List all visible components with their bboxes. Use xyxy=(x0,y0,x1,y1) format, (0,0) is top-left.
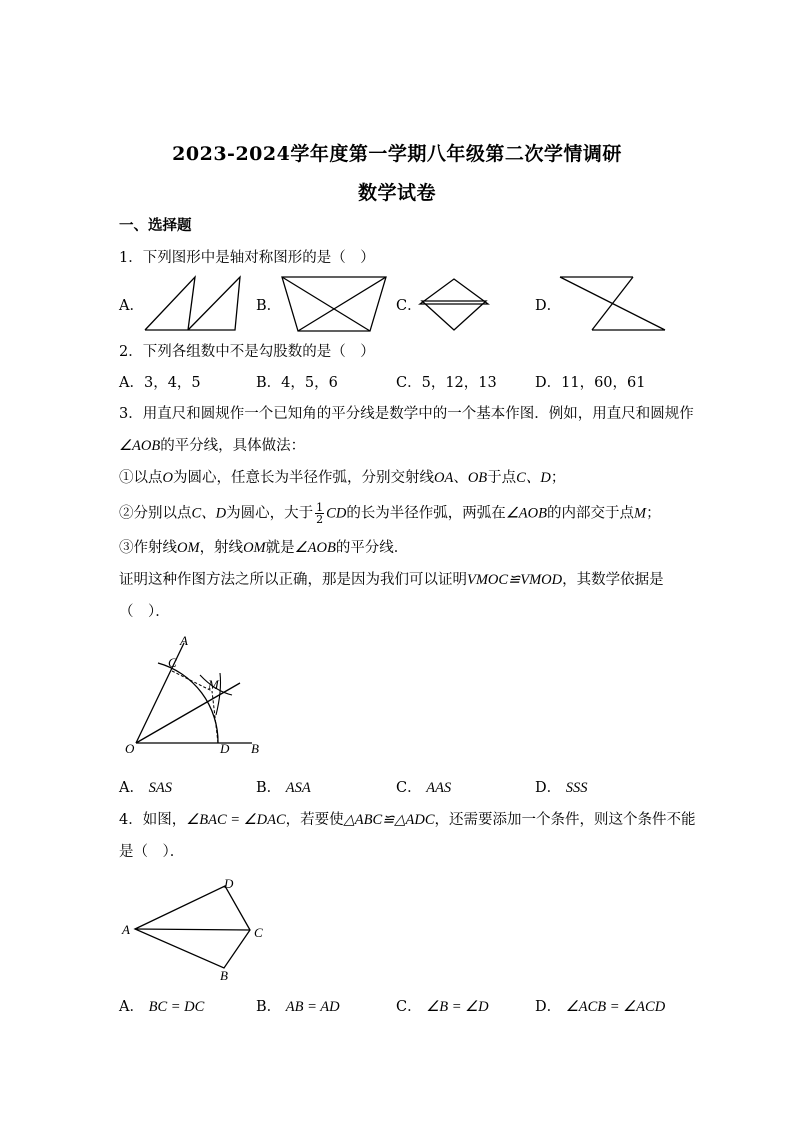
q2-stem: 2．下列各组数中不是勾股数的是（ ） xyxy=(119,344,375,360)
section-heading: 一、选择题 xyxy=(119,217,192,234)
numerator: 1 xyxy=(316,501,324,514)
q3-option-d xyxy=(535,778,588,798)
q1-option-c-label: C． xyxy=(396,298,422,314)
q4-option-b xyxy=(256,997,340,1017)
text: 的长为半径作弧，两弧在 xyxy=(346,505,506,522)
label-a: A xyxy=(122,922,130,937)
q1-option-a-figure xyxy=(140,275,245,335)
text: 为圆心，任意长为半径作弧，分别交射线 xyxy=(172,470,434,486)
text: 为圆心，大于 xyxy=(226,505,314,522)
text: 证明这种作图方法之所以正确，那是因为我们可以证明 xyxy=(119,572,467,588)
option-letter: A． xyxy=(119,999,144,1015)
label-b: B xyxy=(251,741,259,756)
label-d: D xyxy=(224,876,234,891)
q3-line2-text: 的平分线，具体做法： xyxy=(160,438,306,454)
q4-option-d xyxy=(535,997,665,1017)
text: ； xyxy=(646,505,661,522)
text: 4．如图， xyxy=(119,812,187,828)
q3-option-c xyxy=(396,778,451,798)
label-d: D xyxy=(220,741,230,756)
text: ③作射线 xyxy=(119,540,177,556)
triangle-congruence: △ABC≌△ADC xyxy=(343,812,435,828)
angle-aob: ∠AOB xyxy=(505,505,547,522)
label-o: O xyxy=(125,741,135,756)
text: 、 xyxy=(453,470,468,486)
label-c: C xyxy=(254,925,263,940)
ray-ob: OB xyxy=(467,470,488,486)
text: ，还需要添加一个条件，则这个条件不能 xyxy=(434,812,696,828)
option-value: AB = AD xyxy=(285,999,340,1015)
option-value: ∠B = ∠D xyxy=(426,999,489,1015)
option-value: AAS xyxy=(426,780,452,796)
angle-aob: ∠AOB xyxy=(294,540,336,556)
text: ②分别以点 xyxy=(119,505,192,522)
q1-option-d-figure xyxy=(558,275,670,335)
point-o: O xyxy=(162,470,173,486)
q1-option-c-figure xyxy=(418,277,492,333)
label-m: M xyxy=(208,677,219,692)
q3-proof xyxy=(119,570,664,590)
option-letter: B． xyxy=(256,780,282,796)
q1-option-b-label: B． xyxy=(256,298,282,314)
ray-om: OM xyxy=(243,540,266,556)
angle-aob: ∠AOB xyxy=(119,438,161,454)
q4-line2: 是（ ）． xyxy=(119,844,185,860)
ray-om: OM xyxy=(177,540,200,556)
q4-figure-quadrilateral xyxy=(120,872,280,987)
q3-step3 xyxy=(119,538,408,558)
points-cd: C、D xyxy=(191,505,227,522)
option-value: SSS xyxy=(565,780,588,796)
option-value: ASA xyxy=(285,780,311,796)
text: ①以点 xyxy=(119,470,163,486)
q4-line1 xyxy=(119,810,696,830)
option-letter: A． xyxy=(119,780,144,796)
q1-stem: 1．下列图形中是轴对称图形的是（ ） xyxy=(119,250,375,266)
q3-line1: 3．用直尺和圆规作一个已知角的平分线是数学中的一个基本作图．例如，用直尺和圆规作 xyxy=(119,406,694,422)
q2-option-a: A．3，4，5 xyxy=(119,375,201,391)
q3-line2 xyxy=(119,436,305,456)
point-m: M xyxy=(634,505,647,522)
q3-figure-angle-bisector xyxy=(120,633,270,763)
fraction-one-half xyxy=(315,502,324,525)
option-letter: C． xyxy=(396,999,422,1015)
q3-option-a xyxy=(119,778,172,798)
denominator: 2 xyxy=(316,513,324,526)
text: ，若要使 xyxy=(285,812,344,828)
text: ，其数学依据是 xyxy=(562,572,664,588)
option-letter: B． xyxy=(256,999,282,1015)
option-letter: D． xyxy=(535,780,562,796)
q2-option-c: C．5，12，13 xyxy=(396,375,497,391)
text: 于点 xyxy=(487,470,517,486)
exam-subtitle: 数学试卷 xyxy=(357,182,436,204)
q3-step2 xyxy=(119,502,661,525)
given-condition: ∠BAC = ∠DAC xyxy=(186,812,286,828)
segment-cd: CD xyxy=(326,505,347,522)
text: ； xyxy=(550,470,566,486)
option-value: ∠ACB = ∠ACD xyxy=(565,999,666,1015)
q3-blank: （ ）． xyxy=(119,604,170,620)
option-value: BC = DC xyxy=(148,999,205,1015)
option-value: SAS xyxy=(148,780,172,796)
ray-oa: OA xyxy=(433,470,454,486)
q1-option-b-figure xyxy=(278,275,390,335)
exam-title: 2023-2024学年度第一学期八年级第二次学情调研 xyxy=(172,143,622,165)
label-a: A xyxy=(180,633,188,648)
option-letter: D． xyxy=(535,999,562,1015)
label-c: C xyxy=(168,655,177,670)
q1-option-a-label: A． xyxy=(119,298,144,314)
label-b: B xyxy=(220,968,228,983)
q1-option-d-label: D． xyxy=(535,298,562,314)
q3-step1 xyxy=(119,468,565,488)
text: ，射线 xyxy=(199,540,244,556)
q4-option-c xyxy=(396,997,489,1017)
q2-option-b: B．4，5，6 xyxy=(256,375,338,391)
option-letter: C． xyxy=(396,780,422,796)
q4-option-a xyxy=(119,997,204,1017)
text: 就是 xyxy=(265,540,295,556)
text: 的内部交于点 xyxy=(547,505,634,522)
triangle-congruence: VMOC≌VMOD xyxy=(467,572,563,588)
q3-option-b xyxy=(256,778,311,798)
q2-option-d: D．11，60，61 xyxy=(535,375,646,391)
points-cd: C、D xyxy=(516,470,551,486)
text: 的平分线． xyxy=(335,540,409,556)
